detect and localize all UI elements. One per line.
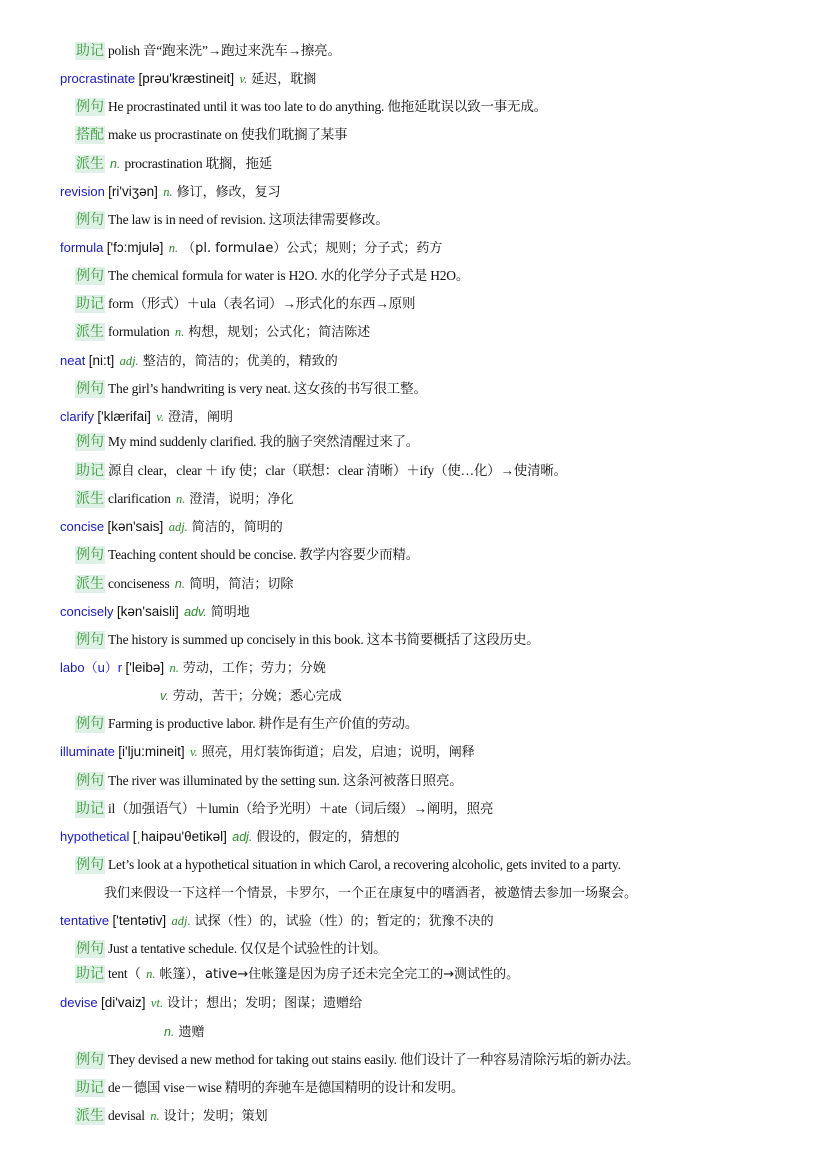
definition: 遗赠 xyxy=(178,1025,205,1040)
part-of-speech: n. xyxy=(110,157,121,171)
entry-headword-line xyxy=(60,743,475,762)
entry-headword-line xyxy=(60,183,281,202)
part-of-speech: adj. xyxy=(119,354,139,368)
derivative-line xyxy=(75,1107,268,1126)
headword: tentative xyxy=(60,913,110,928)
part-of-speech: n. xyxy=(169,661,179,675)
definition: 澄清，阐明 xyxy=(168,410,234,425)
definition: （pl. formulae）公式；规则；分子式；药方 xyxy=(182,241,443,256)
note-text: 源自 clear，clear ＋ ify 使；clar（联想：clear 清晰）＋ify（使…化）→使清晰。 xyxy=(108,463,567,478)
note-text: il（加强语气）＋lumin（给予光明）＋ate（词后缀）→阐明，照亮 xyxy=(108,801,494,816)
example-tag: 例句 xyxy=(76,268,104,284)
definition: 修订，修改，复习 xyxy=(176,185,281,200)
example-tag: 例句 xyxy=(76,212,104,228)
mnemonic-line xyxy=(75,965,519,984)
example-tag: 例句 xyxy=(76,1052,104,1068)
phonetic: ['fɔ:mjulə] xyxy=(106,240,164,255)
definition: 延迟，耽搁 xyxy=(251,72,317,87)
headword: formula xyxy=(60,240,104,255)
headword: hypothetical xyxy=(60,829,130,844)
note-text: My mind suddenly clarified. 我的脑子突然清醒过来了。 xyxy=(108,434,420,449)
part-of-speech: adv. xyxy=(184,605,207,619)
mnemonic-line xyxy=(75,1079,464,1097)
part-of-speech: v. xyxy=(239,72,248,86)
example-tag: 例句 xyxy=(76,381,104,397)
example-line xyxy=(75,211,389,229)
derivative-tag: 派生 xyxy=(76,156,104,172)
part-of-speech: n. xyxy=(174,577,186,591)
note-definition: 设计；发明；策划 xyxy=(163,1109,268,1124)
entry-headword-line xyxy=(60,408,233,427)
headword: concise xyxy=(60,519,105,534)
example-line xyxy=(75,380,427,398)
derivative-tag: 派生 xyxy=(76,1108,104,1124)
note-text: clarification xyxy=(108,491,171,506)
collocation-tag: 搭配 xyxy=(76,127,104,143)
mnemonic-tag: 助记 xyxy=(76,1080,104,1096)
derivative-line xyxy=(75,323,370,342)
note-text: They devised a new method for taking out stains easily. 他们设计了一种容易清除污垢的新办法。 xyxy=(108,1052,640,1067)
part-of-speech: adj. xyxy=(232,830,253,844)
headword: revision xyxy=(60,184,105,199)
example-tag: 例句 xyxy=(76,547,104,563)
note-text: devisal xyxy=(108,1108,145,1123)
part-of-speech: n. xyxy=(176,492,186,506)
definition: 照亮，用灯装饰街道；启发，启迪；说明，阐释 xyxy=(201,745,475,760)
entry-headword-line xyxy=(60,70,316,89)
part-of-speech: n. xyxy=(164,1025,175,1039)
definition: 整洁的，简洁的；优美的，精致的 xyxy=(142,354,338,369)
entry-headword-line xyxy=(60,659,326,678)
note-text: conciseness xyxy=(108,576,170,591)
entry-headword-line xyxy=(60,603,250,622)
definition: 劳动，苦干；分娩；悉心完成 xyxy=(172,689,342,704)
mnemonic-tag: 助记 xyxy=(76,43,104,59)
phonetic: [i'lju:mineit] xyxy=(118,744,185,759)
example-line xyxy=(75,1051,639,1069)
part-of-speech: n. xyxy=(163,185,173,199)
example-line xyxy=(75,856,621,874)
phonetic: ['klærifai] xyxy=(97,409,151,424)
mnemonic-tag: 助记 xyxy=(76,966,104,982)
part-of-speech: vt. xyxy=(150,996,164,1010)
example-line xyxy=(75,772,463,790)
example-line xyxy=(75,267,469,285)
example-line xyxy=(75,433,419,451)
note-text: Just a tentative schedule. 仅仅是个试验性的计划。 xyxy=(108,941,387,956)
note-text: formulation xyxy=(108,324,170,339)
definition: 试探（性）的，试验（性）的；暂定的；犹豫不决的 xyxy=(194,914,494,929)
example-tag: 例句 xyxy=(76,434,104,450)
definition: 假设的，假定的，猜想的 xyxy=(256,830,400,845)
entry-headword-line xyxy=(60,352,338,371)
example-tag: 例句 xyxy=(76,941,104,957)
phonetic: [ri'viʒən] xyxy=(108,184,158,199)
part-of-speech: adj. xyxy=(168,520,188,534)
entry-headword-line xyxy=(60,518,283,537)
note-text: Teaching content should be concise. 教学内容要少而精。 xyxy=(108,547,419,562)
note-text: Farming is productive labor. 耕作是有生产价值的劳动。 xyxy=(108,716,419,731)
example-line xyxy=(75,98,547,116)
note-text: polish 音“跑来洗”→跑过来洗车→擦亮。 xyxy=(108,43,341,58)
note-text: procrastination 耽搁，拖延 xyxy=(124,156,273,171)
phonetic: [ˌhaipəu'θetikəl] xyxy=(132,829,227,844)
entry-headword-line xyxy=(60,828,399,847)
derivative-line xyxy=(75,490,293,509)
phonetic: ['tentətiv] xyxy=(112,913,167,928)
note-text: The girl’s handwriting is very neat. 这女孩的书写很工整。 xyxy=(108,381,427,396)
derivative-tag: 派生 xyxy=(76,324,104,340)
part-of-speech: n. xyxy=(150,1109,160,1123)
entry-headword-line xyxy=(60,994,362,1013)
note-text: The river was illuminated by the setting sun. 这条河被落日照亮。 xyxy=(108,773,463,788)
mnemonic-tag: 助记 xyxy=(76,801,104,817)
example-tag: 例句 xyxy=(76,716,104,732)
example-line xyxy=(75,715,418,733)
phonetic: [kən'saisli] xyxy=(116,604,179,619)
note-text: make us procrastinate on 使我们耽搁了某事 xyxy=(108,127,348,142)
note-text: tent（ xyxy=(108,966,141,981)
mnemonic-tag: 助记 xyxy=(76,296,104,312)
part-of-speech: n. xyxy=(168,241,179,255)
note-definition: 构想，规划；公式化；简洁陈述 xyxy=(188,325,371,340)
entry-headword-line xyxy=(60,912,494,931)
part-of-speech: adj. xyxy=(171,914,191,928)
phonetic: ['leibə] xyxy=(125,660,165,675)
collocation-line xyxy=(75,126,347,144)
mnemonic-line xyxy=(75,295,415,313)
mnemonic-line xyxy=(75,462,567,480)
entry-sub-definition xyxy=(162,1023,204,1042)
headword: neat xyxy=(60,353,86,368)
part-of-speech: v. xyxy=(156,410,165,424)
definition: 简明地 xyxy=(210,605,250,620)
derivative-line xyxy=(75,155,272,173)
definition: 设计；想出；发明；图谋；遗赠给 xyxy=(167,996,363,1011)
note-text: The history is summed up concisely in this book. 这本书简要概括了这段历史。 xyxy=(108,632,540,647)
entry-headword-line xyxy=(60,239,442,258)
mnemonic-line xyxy=(75,42,341,60)
phonetic: [di'vaiz] xyxy=(100,995,146,1010)
example-line xyxy=(75,546,419,564)
note-text: form（形式）＋ula（表名词）→形式化的东西→原则 xyxy=(108,296,416,311)
note-definition: 澄清，说明；净化 xyxy=(189,492,294,507)
definition: 简洁的，简明的 xyxy=(191,520,283,535)
translation-text: 我们来假设一下这样一个情景，卡罗尔，一个正在康复中的嗜酒者，被邀情去参加一场聚会。 xyxy=(104,886,638,901)
headword: labo（u）r xyxy=(60,660,123,675)
phonetic: [kən'sais] xyxy=(107,519,164,534)
derivative-tag: 派生 xyxy=(76,576,104,592)
part-of-speech: v. xyxy=(190,745,198,759)
definition: 劳动，工作；劳力；分娩 xyxy=(182,661,326,676)
derivative-line xyxy=(75,575,293,594)
phonetic: [ni:t] xyxy=(88,353,115,368)
part-of-speech: v. xyxy=(160,689,169,703)
headword: clarify xyxy=(60,409,94,424)
example-tag: 例句 xyxy=(76,773,104,789)
note-text: He procrastinated until it was too late to do anything. 他拖延耽误以致一事无成。 xyxy=(108,99,547,114)
note-text: de－德国 vise－wise 精明的奔驰车是德国精明的设计和发明。 xyxy=(108,1080,465,1095)
note-definition: 简明，简洁；切除 xyxy=(189,577,294,592)
part-of-speech: n. xyxy=(146,967,156,981)
entry-sub-definition xyxy=(158,687,342,706)
note-text: The law is in need of revision. 这项法律需要修改。 xyxy=(108,212,389,227)
example-translation xyxy=(104,884,637,903)
phonetic: [prəu'kræstineit] xyxy=(138,71,235,86)
headword: procrastinate xyxy=(60,71,136,86)
example-tag: 例句 xyxy=(76,632,104,648)
headword: devise xyxy=(60,995,98,1010)
headword: illuminate xyxy=(60,744,115,759)
headword: concisely xyxy=(60,604,114,619)
example-tag: 例句 xyxy=(76,99,104,115)
note-definition: 帐篷），ative→住帐篷是因为房子还未完全完工的→测试性的。 xyxy=(159,967,520,982)
note-text: The chemical formula for water is H2O. 水的化学分子式是 H2O。 xyxy=(108,268,470,283)
part-of-speech: n. xyxy=(174,325,185,339)
note-text: Let’s look at a hypothetical situation in which Carol, a recovering alcoholic, gets invited to a party. xyxy=(108,857,621,872)
example-line xyxy=(75,631,540,649)
derivative-tag: 派生 xyxy=(76,491,104,507)
mnemonic-line xyxy=(75,800,493,818)
mnemonic-tag: 助记 xyxy=(76,463,104,479)
example-line xyxy=(75,940,386,958)
example-tag: 例句 xyxy=(76,857,104,873)
